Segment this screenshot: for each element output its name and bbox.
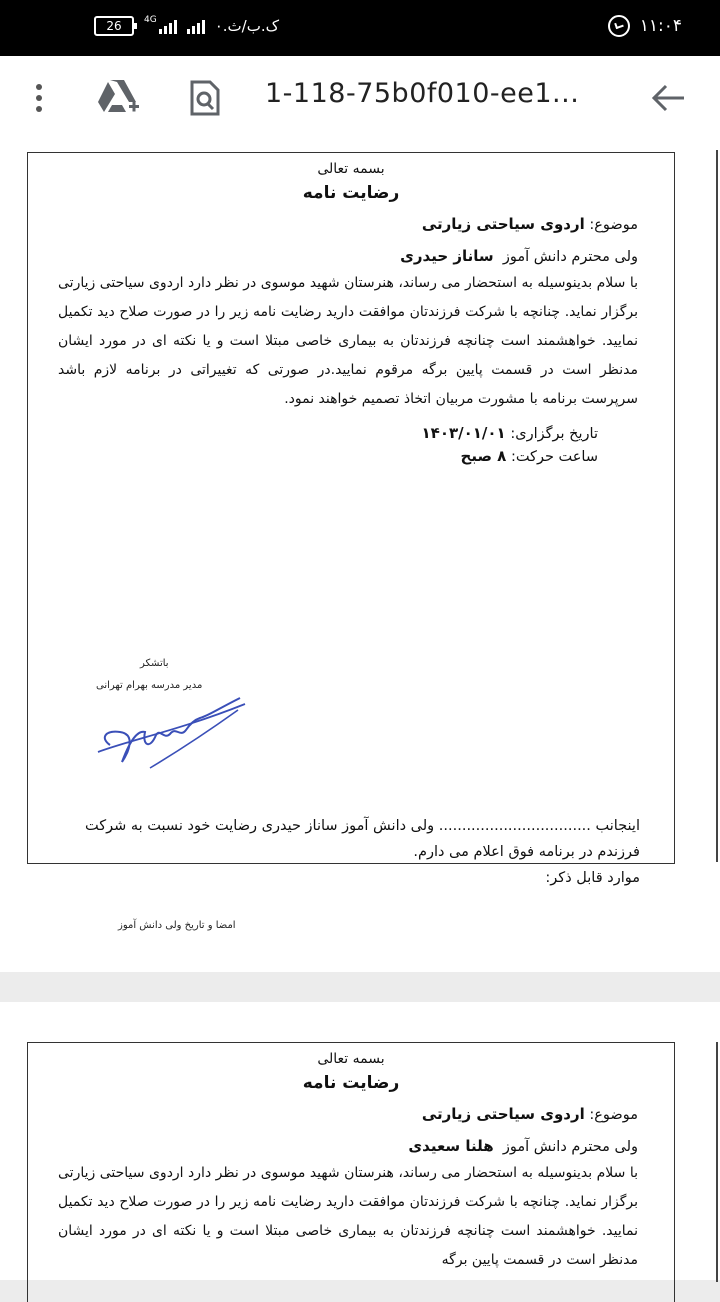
event-details (28, 422, 674, 468)
carrier-text: ۰.ک.ب/ث (214, 17, 280, 35)
student-name: ساناز حیدری (400, 247, 494, 265)
manager-name: مدیر مدرسه بهرام تهرانی (96, 680, 203, 691)
subject-line (28, 215, 674, 233)
guardian-line (28, 247, 674, 265)
time-line (28, 445, 598, 468)
student-name: هلنا سعیدی (408, 1137, 494, 1155)
consent-section (70, 813, 640, 891)
guardian-label: ولی محترم دانش آموز (502, 1139, 638, 1155)
date-line (28, 422, 598, 445)
guardian-label: ولی محترم دانش آموز (502, 249, 638, 265)
document-title-heading: رضایت نامه (302, 1073, 400, 1093)
app-toolbar (0, 56, 720, 140)
subject-value: اردوی سیاحتی زیارتی (421, 215, 585, 233)
signal-icon-2 (187, 18, 205, 34)
next-page-edge-2 (716, 1042, 718, 1282)
add-to-drive-icon[interactable] (96, 78, 140, 116)
next-page-edge (716, 150, 718, 862)
subject-label: موضوع: (589, 217, 638, 233)
whatsapp-icon (608, 15, 630, 37)
date-label: تاریخ برگزاری: (510, 426, 598, 442)
document-content-2 (28, 1051, 674, 1275)
signal-icon (159, 18, 177, 34)
sign-date-label: امضا و تاریخ ولی دانش آموز (118, 920, 236, 931)
document-content (28, 161, 674, 468)
pdf-page-2 (0, 1002, 720, 1280)
document-title: 1-118-75b0f010-ee1... (265, 78, 580, 109)
time-label: ساعت حرکت: (510, 449, 598, 465)
more-options-icon[interactable] (36, 84, 44, 112)
bismillah-text: بسمه تعالی (317, 1051, 385, 1067)
date-value: ۱۴۰۳/۰۱/۰۱ (421, 424, 506, 442)
battery-icon (94, 16, 134, 36)
guardian-line (28, 1137, 674, 1155)
letter-body: با سلام بدینوسیله به استحضار می رساند، هنرستان شهید موسوی در نظر دارد اردوی سیاحتی زیارتی برگزار نماید. چنانچه با شرکت فرزندتان موافقت دارید رضایت نامه زیر را در صورت صلاح دید تکمیل نمایید. خواهشمند است چنانچه فرزندتان به بیماری خاصی مبتلا است و یا نکته ای در مورد ایشان مدنظر است در قسمت پایین برگه (58, 1165, 638, 1268)
status-bar (0, 0, 720, 56)
network-type: 4G (144, 15, 157, 25)
letter-body: با سلام بدینوسیله به استحضار می رساند، هنرستان شهید موسوی در نظر دارد اردوی سیاحتی زیارتی برگزار نماید. چنانچه با شرکت فرزندتان موافقت دارید رضایت نامه زیر را در صورت صلاح دید تکمیل نمایید. خواهشمند است چنانچه فرزندتان به بیماری خاصی مبتلا است و یا نکته ای در مورد ایشان مدنظر است در قسمت پایین برگه مرقوم نمایید.در صورتی که تغییراتی در برنامه لازم باشد سرپرست برنامه با مشورت مربیان اتخاذ تصمیم خواهند نمود. (58, 275, 638, 407)
pdf-page-1 (0, 140, 720, 972)
document-title-heading: رضایت نامه (302, 183, 400, 203)
subject-line (28, 1105, 674, 1123)
status-left (94, 16, 279, 36)
subject-label: موضوع: (589, 1107, 638, 1123)
battery-level: 26 (106, 19, 122, 33)
clock: ۱۱:۰۴ (639, 16, 682, 36)
consent-text: اینجانب ................................. ولی دانش آموز ساناز حیدری رضایت خود نسبت به شرکت فرزندم در برنامه فوق اعلام می دارم. (84, 818, 640, 860)
document-frame-2 (27, 1042, 675, 1302)
find-in-document-icon[interactable] (188, 80, 222, 116)
signature-image (90, 690, 250, 770)
time-value: ۸ صبح (460, 447, 507, 465)
bismillah-text: بسمه تعالی (317, 161, 385, 177)
back-arrow-icon[interactable] (650, 82, 686, 114)
thanks-text: باتشکر (140, 658, 169, 669)
subject-value: اردوی سیاحتی زیارتی (421, 1105, 585, 1123)
notes-label: موارد قابل ذکر: (545, 870, 640, 886)
status-right (608, 15, 682, 37)
